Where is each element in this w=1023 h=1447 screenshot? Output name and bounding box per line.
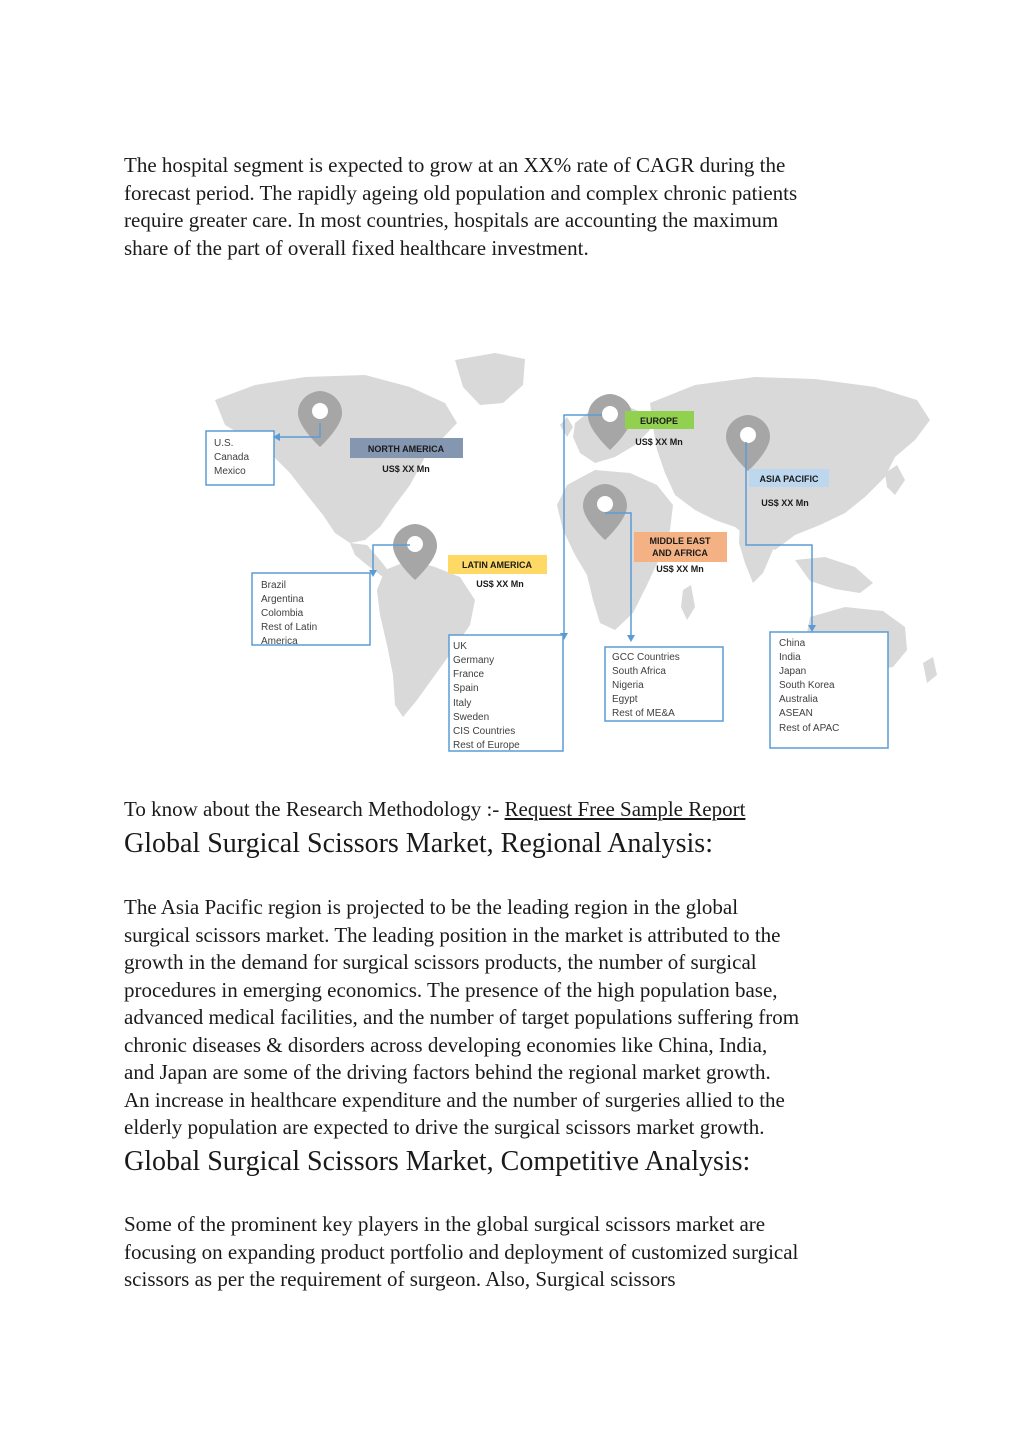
- country-item: South Africa: [612, 666, 666, 677]
- intro-line: require greater care. In most countries, hospitals are accounting the maximum: [124, 208, 779, 232]
- country-item: France: [453, 669, 485, 680]
- regional-line: growth in the demand for surgical scissors products, the number of surgical: [124, 950, 757, 974]
- europe-name: EUROPE: [639, 416, 679, 426]
- country-item: America: [261, 636, 298, 647]
- asia-pacific-value: US$ XX Mn: [761, 498, 809, 508]
- regional-line: The Asia Pacific region is projected to be the leading region in the global: [124, 895, 739, 919]
- country-item: Rest of ME&A: [612, 708, 675, 719]
- intro-line: The hospital segment is expected to grow at an XX% rate of CAGR during the: [124, 153, 786, 177]
- north-america-name: NORTH AMERICA: [367, 444, 445, 454]
- competitive-paragraph: [124, 1211, 914, 1294]
- methodology-prefix: To know about the Research Methodology :-: [124, 797, 505, 821]
- competitive-analysis-heading: Global Surgical Scissors Market, Competitive Analysis:: [124, 1146, 751, 1177]
- latin-america-value: US$ XX Mn: [476, 579, 524, 589]
- country-item: ASEAN: [779, 708, 813, 719]
- country-item: Rest of Latin: [261, 622, 318, 633]
- methodology-line: [124, 797, 745, 822]
- country-item: Japan: [779, 666, 807, 677]
- country-item: UK: [453, 641, 467, 652]
- country-item: South Korea: [779, 680, 835, 691]
- country-item: Rest of Europe: [453, 740, 520, 751]
- country-item: Mexico: [214, 466, 246, 477]
- competitive-line: scissors as per the requirement of surgeon. Also, Surgical scissors: [124, 1267, 676, 1291]
- country-item: India: [779, 652, 801, 663]
- country-item: Australia: [779, 694, 818, 705]
- country-item: Argentina: [261, 594, 304, 605]
- regional-line: chronic diseases & disorders across developing economies like China, India,: [124, 1032, 768, 1057]
- country-item: Rest of APAC: [779, 723, 840, 734]
- intro-line: forecast period. The rapidly ageing old population and complex chronic patients: [124, 180, 798, 205]
- middle-east-africa-value: US$ XX Mn: [656, 564, 704, 574]
- country-item: GCC Countries: [612, 652, 680, 663]
- country-item: Brazil: [261, 580, 287, 591]
- competitive-line: Some of the prominent key players in the global surgical scissors market are: [124, 1212, 766, 1236]
- country-item: China: [779, 638, 806, 649]
- middle-east-africa-name-line: MIDDLE EAST: [649, 536, 711, 546]
- regional-map-infographic: [195, 345, 945, 755]
- country-item: Colombia: [261, 608, 304, 619]
- country-item: Italy: [453, 698, 472, 709]
- europe-value: US$ XX Mn: [635, 437, 683, 447]
- middle-east-africa-name-line: AND AFRICA: [652, 548, 708, 558]
- country-item: CIS Countries: [453, 726, 516, 737]
- country-item: Egypt: [612, 694, 638, 705]
- regional-line: and Japan are some of the driving factors behind the regional market growth.: [124, 1060, 771, 1084]
- country-item: U.S.: [214, 438, 234, 449]
- country-item: Germany: [453, 655, 495, 666]
- regional-line: surgical scissors market. The leading position in the market is attributed to the: [124, 922, 781, 947]
- north-america-value: US$ XX Mn: [382, 464, 430, 474]
- intro-line: share of the part of overall fixed healthcare investment.: [124, 235, 589, 260]
- regional-line: An increase in healthcare expenditure and the number of surgeries allied to the: [124, 1087, 785, 1112]
- regional-line: elderly population are expected to drive the surgical scissors market growth.: [124, 1115, 765, 1139]
- country-item: Spain: [453, 683, 479, 694]
- country-item: Nigeria: [612, 680, 644, 691]
- regional-analysis-heading: Global Surgical Scissors Market, Regional Analysis:: [124, 828, 713, 859]
- intro-paragraph: [124, 152, 914, 262]
- regional-line: advanced medical facilities, and the number of target populations suffering from: [124, 1005, 800, 1029]
- latin-america-name: LATIN AMERICA: [462, 560, 532, 570]
- regional-paragraph: [124, 894, 914, 1142]
- country-item: Canada: [214, 452, 250, 463]
- regional-line: procedures in emerging economics. The presence of the high population base,: [124, 977, 778, 1002]
- asia-pacific-name: ASIA PACIFIC: [759, 474, 819, 484]
- request-sample-report-link[interactable]: Request Free Sample Report: [504, 797, 746, 821]
- competitive-line: focusing on expanding product portfolio and deployment of customized surgical: [124, 1239, 799, 1264]
- country-item: Sweden: [453, 712, 490, 723]
